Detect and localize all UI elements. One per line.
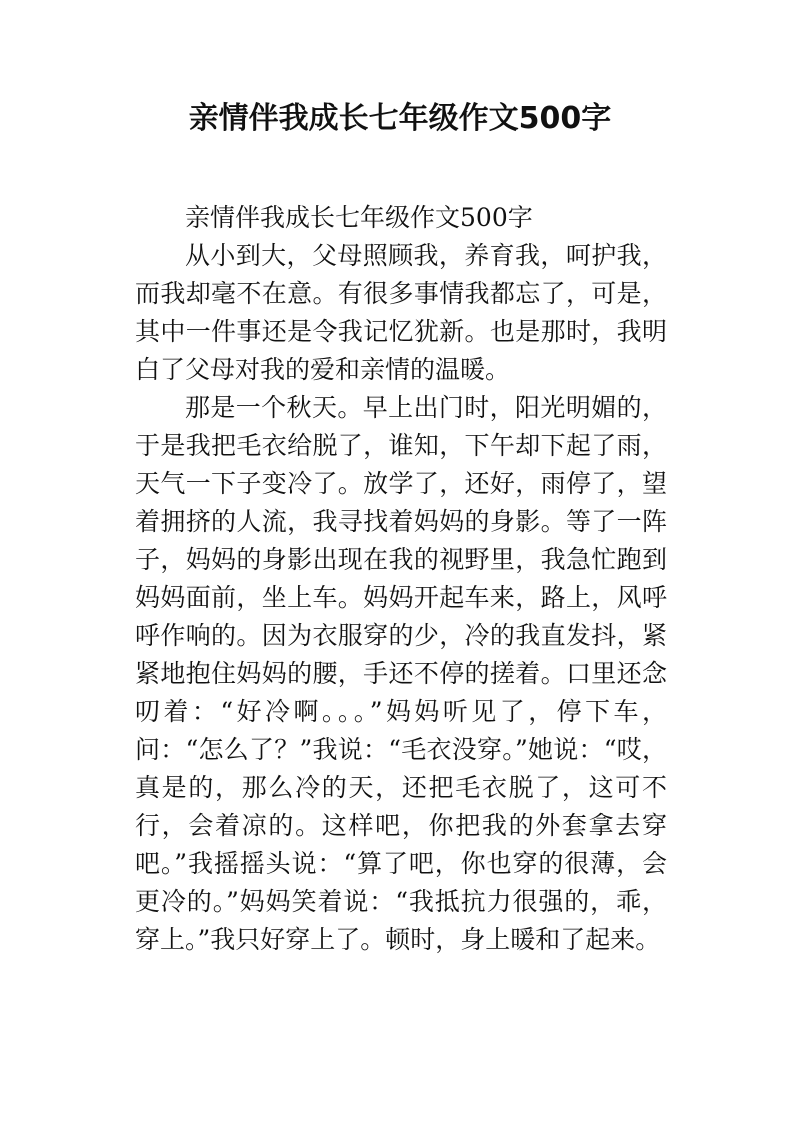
document-body bbox=[135, 199, 667, 959]
document-title: 亲情伴我成长七年级作文500字 bbox=[188, 101, 612, 136]
paragraph-subtitle: 亲情伴我成长七年级作文500字 bbox=[185, 203, 533, 232]
paragraph-intro: 从小到大，父母照顾我，养育我，呵护我，而我却毫不在意。有很多事情我都忘了，可是，其中一件事还是令我记忆犹新。也是那时，我明白了父母对我的爱和亲情的温暖。 bbox=[135, 241, 667, 384]
paragraph-story: 那是一个秋天。早上出门时，阳光明媚的，于是我把毛衣给脱了，谁知，下午却下起了雨，天气一下子变冷了。放学了，还好，雨停了，望着拥挤的人流，我寻找着妈妈的身影。等了一阵子，妈妈的身影出现在我的视野里，我急忙跑到妈妈面前，坐上车。妈妈开起车来，路上，风呼呼作响的。因为衣服穿的少，冷的我直发抖，紧紧地抱住妈妈的腰，手还不停的搓着。口里还念叨着：“好冷啊。。。”妈妈听见了，停下车，问：“怎么了？”我说：“毛衣没穿。”她说：“哎，真是的，那么冷的天，还把毛衣脱了，这可不行，会着凉的。这样吧，你把我的外套拿去穿吧。”我摇摇头说：“算了吧，你也穿的很薄，会更冷的。”妈妈笑着说：“我抵抗力很强的，乖，穿上。”我只好穿上了。顿时，身上暖和了起来。 bbox=[135, 393, 667, 954]
